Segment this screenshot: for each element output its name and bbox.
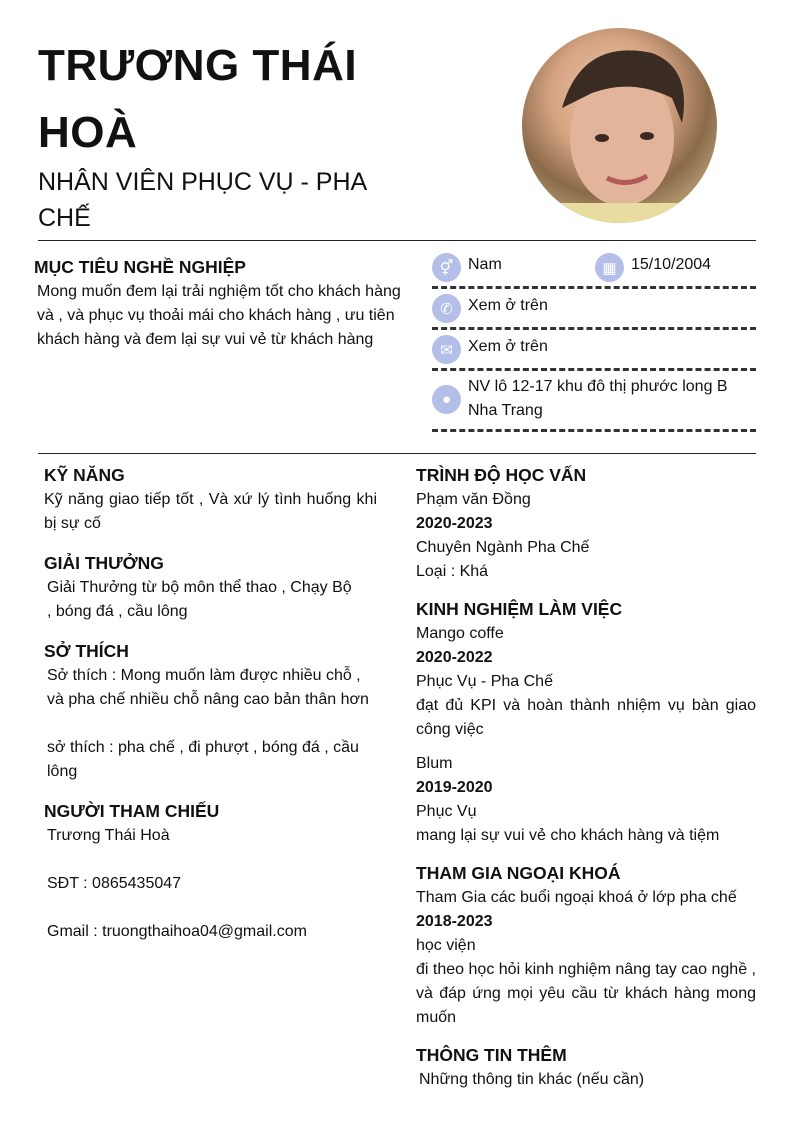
hobbies-text: sở thích : pha chế , đi phượt , bóng đá , cầu lông: [47, 739, 359, 780]
left-column: [44, 462, 377, 944]
skills-text: Kỹ năng giao tiếp tốt , Và xứ lý tình huống khi bị sự cố: [44, 491, 377, 532]
job-description: đạt đủ KPI và hoàn thành nhiệm vụ bàn giao công việc: [416, 697, 756, 738]
job-position: Phục Vụ: [416, 803, 477, 820]
reference-phone: SĐT : 0865435047: [47, 875, 182, 892]
contact-birthday: ▦ 15/10/2004: [595, 253, 755, 282]
divider: [432, 327, 756, 330]
job-years: 2019-2020: [416, 779, 493, 796]
skills-title: KỸ NĂNG: [44, 465, 125, 485]
job-company: Blum: [416, 755, 453, 772]
job-description: mang lại sự vui vẻ cho khách hàng và tiệm: [416, 827, 720, 844]
divider: [38, 453, 756, 454]
objective-text: Mong muốn đem lại trải nghiệm tốt cho khách hàng và , và phục vụ thoải mái cho khách hàng , ưu tiên khách hàng và đem lại sự vui vẻ từ khách hàng: [37, 283, 401, 348]
education-title: TRÌNH ĐỘ HỌC VẤN: [416, 465, 587, 485]
hobbies-text: Sở thích : Mong muốn làm được nhiều chỗ ,: [47, 667, 361, 684]
awards-text: Giải Thưởng từ bộ môn thể thao , Chạy Bộ , bóng đá , cầu lông: [47, 579, 352, 620]
calendar-icon: ▦: [595, 253, 624, 282]
objective-title: MỤC TIÊU NGHỀ NGHIỆP: [34, 257, 246, 277]
contact-email: ✉ Xem ở trên: [432, 335, 756, 364]
activities-title: THAM GIA NGOẠI KHOÁ: [416, 863, 621, 883]
extra-title: THÔNG TIN THÊM: [416, 1045, 567, 1065]
contact-gender: ⚥ Nam: [432, 253, 756, 282]
reference-name: Trương Thái Hoà: [47, 827, 170, 844]
phone-icon: ✆: [432, 294, 461, 323]
contact-address: ● NV lô 12-17 khu đô thị phước long B Nha Trang: [432, 375, 756, 423]
activity-years: 2018-2023: [416, 913, 493, 930]
activity-description: đi theo học hỏi kinh nghiệm nâng tay cao nghề , và đáp ứng mọi yêu cầu từ khách hàng mong muốn: [416, 961, 756, 1026]
activity-name: Tham Gia các buổi ngoại khoá ở lớp pha chế: [416, 889, 737, 906]
awards-title: GIẢI THƯỞNG: [44, 553, 164, 573]
job-position: Phục Vụ - Pha Chế: [416, 673, 553, 690]
job-years: 2020-2022: [416, 649, 493, 666]
job-company: Mango coffe: [416, 625, 504, 642]
divider: [432, 429, 756, 432]
right-column: [416, 462, 756, 1092]
reference-email: Gmail : truongthaihoa04@gmail.com: [47, 923, 307, 940]
envelope-icon: ✉: [432, 335, 461, 364]
objective-section: [34, 254, 414, 352]
contact-phone: ✆ Xem ở trên: [432, 294, 756, 323]
activity-org: học viện: [416, 937, 476, 954]
education-years: 2020-2023: [416, 515, 493, 532]
divider: [432, 368, 756, 371]
education-school: Phạm văn Đồng: [416, 491, 531, 508]
hobbies-text: và pha chế nhiều chỗ nâng cao bản thân hơn: [47, 691, 369, 708]
experience-title: KINH NGHIỆM LÀM VIỆC: [416, 599, 623, 619]
references-title: NGƯỜI THAM CHIẾU: [44, 801, 220, 821]
divider: [38, 240, 756, 241]
education-grade: Loại : Khá: [416, 563, 489, 580]
map-pin-icon: ●: [432, 385, 461, 414]
divider: [432, 286, 756, 289]
education-major: Chuyên Ngành Pha Chế: [416, 539, 590, 556]
gender-icon: ⚥: [432, 253, 461, 282]
hobbies-title: SỞ THÍCH: [44, 641, 129, 661]
profile-photo: [522, 28, 717, 223]
candidate-name: TRƯƠNG THÁI HOÀ: [38, 41, 358, 157]
candidate-role: NHÂN VIÊN PHỤC VỤ - PHA CHẾ: [38, 168, 366, 232]
extra-text: Những thông tin khác (nếu cần): [419, 1071, 645, 1088]
